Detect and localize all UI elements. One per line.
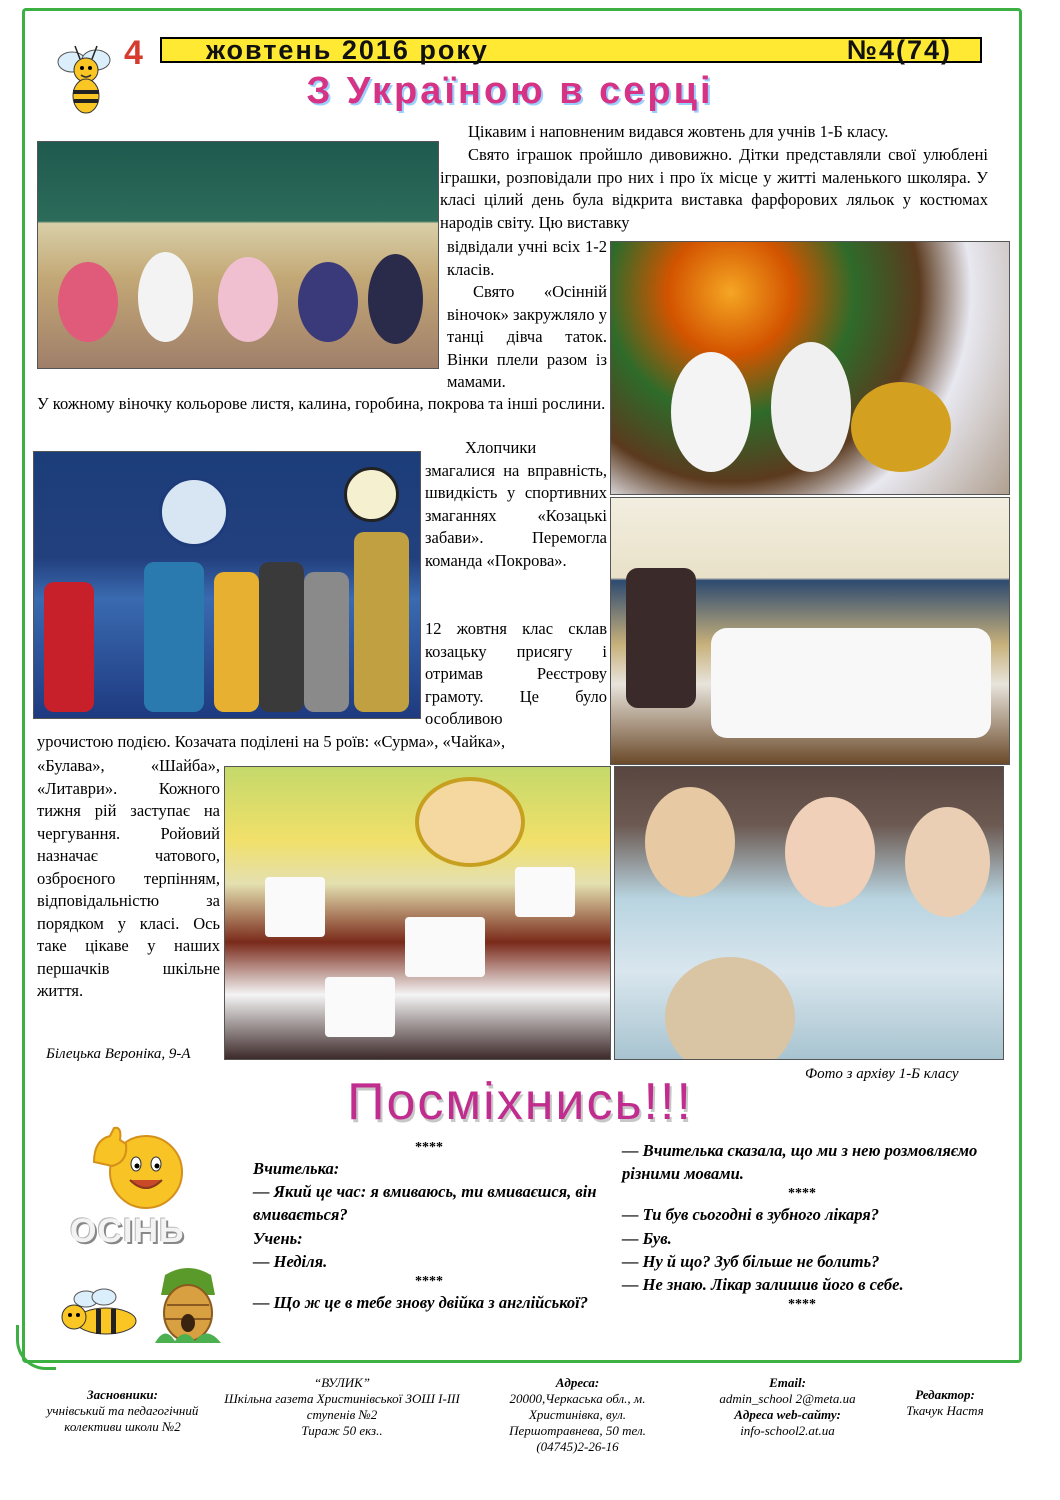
humor-section-title: Посміхнись!!! xyxy=(347,1073,693,1131)
joke-line: Вчителька: xyxy=(253,1159,340,1178)
footer-email-title: Email: xyxy=(769,1375,806,1390)
autumn-badge: ОСІНЬ xyxy=(70,1212,185,1250)
issue-date: жовтень 2016 року xyxy=(206,34,489,65)
footer-paper-title: “ВУЛИК” xyxy=(313,1375,371,1390)
footer-founders-title: Засновники: xyxy=(86,1387,158,1402)
footer-address xyxy=(495,1375,660,1455)
photo-cossack-games xyxy=(33,451,421,719)
joke-line: — Вчителька сказала, що ми з нею розмовляємо різними мовами. xyxy=(622,1141,978,1184)
issue-number: №4(74) xyxy=(846,34,952,65)
beehive-icon xyxy=(155,1265,221,1343)
photo-credit: Фото з архіву 1-Б класу xyxy=(805,1066,959,1082)
footer-address-title: Адреса: xyxy=(555,1375,600,1390)
joke-line: Учень: xyxy=(253,1228,303,1248)
footer-circulation: Тираж 50 екз.. xyxy=(301,1423,383,1438)
joke-separator: **** xyxy=(788,1297,816,1313)
footer-paper xyxy=(222,1375,462,1439)
article-paragraph: 12 жовтня клас склав козацьку присягу і отримав Реєстрову грамоту. Це було особливою xyxy=(425,619,607,728)
page-curl-decoration xyxy=(16,1325,56,1370)
article-paragraph: урочистою подією. Козачата поділені на 5 роїв: «Сурма», «Чайка», xyxy=(37,732,506,751)
footer-contacts xyxy=(705,1375,870,1439)
footer-address-text: 20000,Черкаська обл., м. Христинівка, вул. Першотравнева, 50 тел. (04745)2-26-16 xyxy=(509,1391,646,1454)
article-title: З Україною в серці xyxy=(306,70,714,112)
article-paragraph: «Булава», «Шайба», «Литаври». Кожного тижня рій заступає на чергування. Ройовий назначає чатового, озброєного терпінням, відповідальністю за порядком у класі. Ось таке цікаве у наших першачків шкільне життя. xyxy=(37,756,220,1000)
joke-line: — Був. xyxy=(622,1228,672,1248)
joke-separator: **** xyxy=(415,1274,443,1290)
issue-header-bar xyxy=(160,34,982,65)
article-paragraph: У кожному віночку кольорове листя, калина, горобина, покрова та інші рослини. xyxy=(37,394,606,413)
joke-column-right xyxy=(622,1139,982,1314)
joke-line: — Ти був сьогодні в зубного лікаря? xyxy=(622,1205,880,1225)
footer-web-title: Адреса web-сайту: xyxy=(734,1407,841,1422)
page-number: 4 xyxy=(124,34,143,72)
joke-line: — Що ж це в тебе знову двійка з англійської? xyxy=(253,1293,589,1313)
bee-mascot-icon xyxy=(50,34,118,118)
footer-editor-name: Ткачук Настя xyxy=(906,1403,984,1418)
footer-founders xyxy=(35,1387,210,1435)
photo-toy-festival xyxy=(37,141,439,369)
thumbs-up-smiley-icon xyxy=(88,1122,188,1212)
article-paragraph: Хлопчики змагалися на вправність, швидкість у спортивних змаганнях «Козацькі забави». Перемогла команда «Покрова». xyxy=(425,438,607,570)
joke-separator: **** xyxy=(415,1140,443,1155)
article-paragraph: Цікавим і наповненим видався жовтень для учнів 1-Б класу. xyxy=(468,122,889,141)
footer-paper-desc: Шкільна газета Христинівської ЗОШ І-ІІІ ступенів №2 xyxy=(224,1391,460,1422)
footer-editor-title: Редактор: xyxy=(915,1387,975,1402)
footer-founders-text: учнівський та педагогічний колективи школи №2 xyxy=(46,1403,199,1434)
photo-lunch-table xyxy=(614,766,1004,1060)
joke-line: — Неділя. xyxy=(253,1251,328,1271)
joke-column-left xyxy=(253,1139,605,1314)
joke-line: — Ну й що? Зуб більше не болить? xyxy=(622,1251,880,1271)
footer-editor xyxy=(890,1387,1000,1419)
article-paragraph: Свято «Осінній віночок» закружляло у танці дівча таток. Вінки плели разом із мамами. xyxy=(447,282,607,391)
lying-bee-icon xyxy=(56,1285,152,1340)
photo-class-embroidered-shirts xyxy=(610,497,1010,765)
joke-line: — Який це час: я вмиваюсь, ти вмиваєшся, він вмивається? xyxy=(253,1182,597,1225)
article-author: Білецька Вероніка, 9-А xyxy=(46,1046,191,1062)
footer-email[interactable]: admin_school 2@meta.ua xyxy=(719,1391,856,1406)
article-paragraph: Свято іграшок пройшло дивовижно. Дітки представляли свої улюблені іграшки, розповідали про них і про їх місце у житті маленького школяра. У класі цілий день була відкрита виставка фарфорових ляльок у костюмах народів світу. Цю виставку xyxy=(440,145,988,232)
article-paragraph: відвідали учні всіх 1-2 класів. xyxy=(447,237,607,279)
photo-cossack-oath xyxy=(224,766,611,1060)
joke-line: — Не знаю. Лікар залишив його в себе. xyxy=(622,1275,904,1295)
footer-web[interactable]: info-school2.at.ua xyxy=(740,1423,835,1438)
photo-autumn-wreath-girls xyxy=(610,241,1010,495)
joke-separator: **** xyxy=(788,1186,816,1202)
